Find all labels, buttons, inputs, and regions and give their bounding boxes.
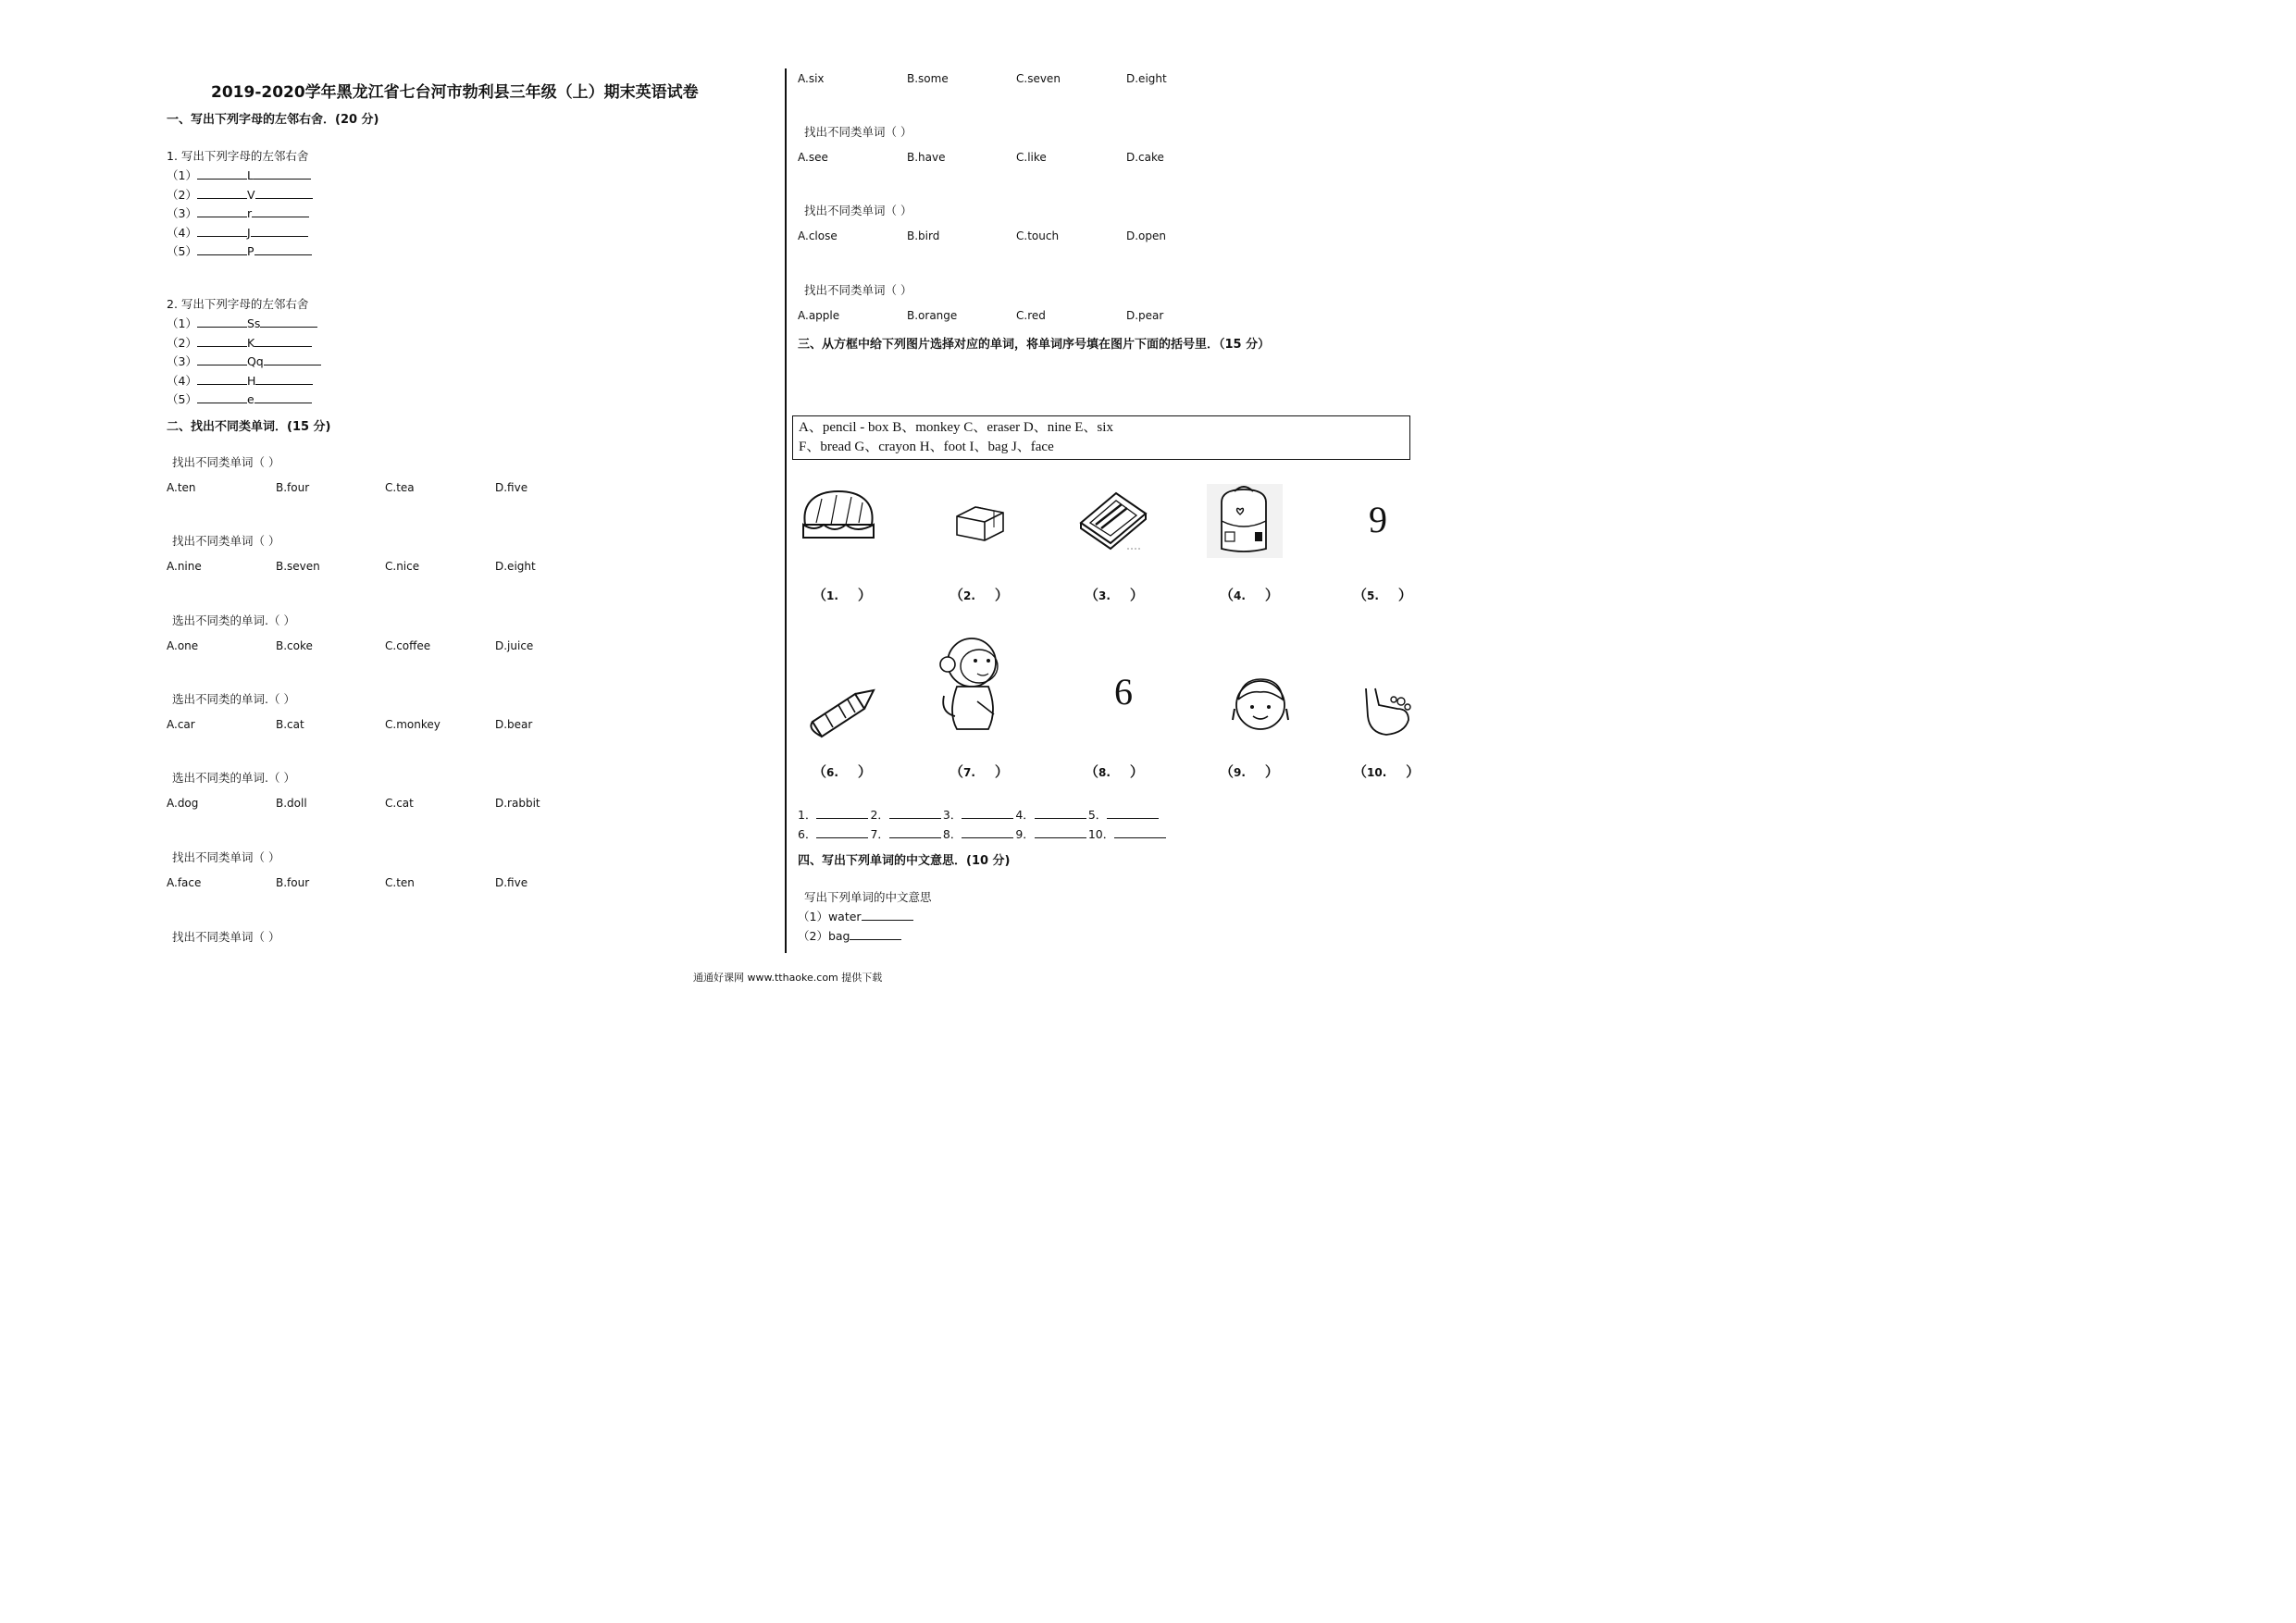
bracket-open: （ [813, 587, 827, 603]
item-number: （2） [167, 187, 197, 202]
item-number: （5） [167, 392, 197, 406]
option-d[interactable]: D.juice [495, 638, 534, 652]
letter-neighbor-row [167, 242, 312, 259]
question-stem: 找出不同类单词（ ） [172, 930, 280, 944]
option-b[interactable]: B.have [907, 151, 946, 164]
question-stem: 找出不同类单词（ ） [172, 849, 280, 864]
option-b[interactable]: B.coke [276, 638, 313, 652]
picture-number: 1. [826, 589, 838, 602]
bracket-close: ） [1245, 587, 1279, 603]
answer-blank[interactable] [962, 827, 1013, 838]
option-a[interactable]: A.apple [798, 308, 840, 322]
picture-number: 7. [963, 766, 975, 779]
option-b[interactable]: B.seven [276, 560, 320, 574]
answer-blank[interactable] [254, 392, 312, 403]
letter: r [246, 206, 253, 220]
bread-icon [800, 488, 877, 545]
letter: P [246, 244, 254, 258]
word-box [792, 415, 1410, 460]
answer-blank[interactable] [197, 206, 247, 217]
answer-blank[interactable] [850, 929, 901, 940]
crayon-icon [805, 685, 877, 738]
answer-number: 3． [942, 808, 962, 822]
option-a[interactable]: A.close [798, 229, 838, 243]
item-number: （3） [167, 206, 197, 220]
sec4-stem: 写出下列单词的中文意思 [804, 890, 932, 904]
option-a[interactable]: A.six [798, 72, 825, 85]
letter-neighbor-row [167, 372, 313, 389]
option-d[interactable]: D.eight [495, 560, 536, 574]
column-divider [785, 68, 787, 953]
letter: H [246, 373, 256, 388]
word-box-line-1: A、pencil - box B、monkey C、eraser D、nine E、six [799, 420, 1113, 435]
item-number: （4） [167, 373, 197, 388]
bracket-close: ） [1386, 763, 1421, 780]
sec4-item: （1）water [798, 908, 913, 924]
question-stem: 找出不同类单词（ ） [804, 204, 912, 218]
letter: J [246, 225, 251, 240]
question-stem: 找出不同类单词（ ） [172, 534, 280, 549]
bracket-close: ） [974, 763, 1009, 780]
answer-blank[interactable] [252, 206, 309, 217]
option-a[interactable]: A.one [167, 638, 199, 652]
answer-blank[interactable] [962, 808, 1013, 819]
option-c[interactable]: C.cat [385, 797, 414, 811]
sec4-item: （2）bag [798, 927, 901, 944]
picture-number: 9. [1234, 766, 1246, 779]
picture-number: 10. [1367, 766, 1387, 779]
answer-blank[interactable] [197, 354, 247, 365]
question-stem: 选出不同类的单词.（ ） [172, 771, 295, 786]
picture-answer-bracket[interactable] [1085, 762, 1144, 781]
letter: K [246, 335, 255, 350]
picture-answer-bracket[interactable] [949, 762, 1009, 781]
item-number: （2） [167, 335, 197, 350]
answer-blank[interactable] [197, 336, 247, 347]
answer-blank[interactable] [1035, 827, 1086, 838]
answer-blank[interactable] [255, 374, 313, 385]
answer-blank[interactable] [197, 392, 247, 403]
letter: L [246, 168, 254, 182]
letter-neighbor-row [167, 315, 317, 331]
option-d[interactable]: D.rabbit [495, 797, 540, 811]
option-c[interactable]: C.monkey [385, 717, 441, 731]
pencil-box-icon [1075, 488, 1149, 552]
picture-answer-bracket[interactable] [1353, 762, 1420, 781]
item-number: （1） [167, 168, 197, 182]
letter: Ss [246, 316, 261, 330]
option-b[interactable]: B.orange [907, 308, 958, 322]
answer-row [798, 825, 1168, 842]
answer-blank[interactable] [255, 188, 313, 199]
answer-number: 2． [870, 808, 889, 822]
answer-number: 10． [1087, 827, 1115, 841]
letter-neighbor-row [167, 353, 321, 369]
letter: V [246, 187, 255, 202]
bracket-open: （ [1353, 763, 1368, 780]
bracket-close: ） [838, 763, 872, 780]
answer-blank[interactable] [197, 244, 247, 255]
bracket-close: ） [1245, 763, 1279, 780]
monkey-icon [937, 635, 1011, 738]
option-b[interactable]: B.doll [276, 797, 307, 811]
picture-answer-bracket[interactable] [949, 585, 1009, 604]
option-c[interactable]: C.touch [1016, 229, 1060, 243]
option-b[interactable]: B.some [907, 72, 949, 85]
answer-blank[interactable] [197, 226, 247, 237]
bracket-open: （ [1220, 763, 1235, 780]
item-number: （5） [167, 244, 197, 258]
option-a[interactable]: A.see [798, 151, 828, 164]
answer-blank[interactable] [816, 827, 868, 838]
option-a[interactable]: A.face [167, 875, 202, 889]
option-b[interactable]: B.four [276, 481, 310, 494]
word-box-line-2: F、bread G、crayon H、foot I、bag J、face [799, 440, 1054, 454]
answer-blank[interactable] [254, 168, 311, 180]
answer-row [798, 806, 1160, 823]
option-c[interactable]: C.seven [1016, 72, 1061, 85]
item-number: （3） [167, 354, 197, 368]
option-a[interactable]: A.dog [167, 797, 199, 811]
bracket-close: ） [1378, 587, 1412, 603]
picture-number: 5. [1367, 589, 1379, 602]
option-a[interactable]: A.nine [167, 560, 202, 574]
question-stem: 选出不同类的单词.（ ） [172, 691, 295, 706]
section-2-heading: 二、找出不同类单词．(15 分) [167, 420, 331, 434]
picture-number: 4. [1234, 589, 1246, 602]
option-d[interactable]: D.eight [1126, 72, 1167, 85]
section-4-heading: 四、写出下列单词的中文意思．(10 分) [798, 854, 1011, 868]
picture-answer-bracket[interactable] [813, 762, 872, 781]
picture-number: 2. [963, 589, 975, 602]
item-number: （1） [167, 316, 197, 330]
answer-blank[interactable] [816, 808, 868, 819]
question-stem: 选出不同类的单词.（ ） [172, 613, 295, 627]
bracket-open: （ [949, 587, 964, 603]
option-c[interactable]: C.tea [385, 481, 415, 494]
option-d[interactable]: D.cake [1126, 151, 1164, 164]
picture-answer-bracket[interactable] [1085, 585, 1144, 604]
foot-icon [1355, 685, 1414, 740]
face-icon [1229, 672, 1292, 735]
bag-icon [1207, 484, 1283, 558]
answer-blank[interactable] [197, 168, 247, 180]
answer-blank[interactable] [889, 808, 941, 819]
bracket-open: （ [1085, 587, 1099, 603]
option-c[interactable]: C.ten [385, 875, 415, 889]
footer-credit: 通通好课网 www.tthaoke.com 提供下载 [693, 972, 883, 984]
letter-neighbor-row [167, 204, 309, 221]
answer-number: 5． [1087, 808, 1108, 822]
letter: Qq [246, 354, 264, 368]
picture-answer-bracket[interactable] [1220, 585, 1279, 604]
answer-blank[interactable] [1035, 808, 1086, 819]
answer-blank[interactable] [251, 226, 308, 237]
section-3-heading: 三、从方框中给下列图片选择对应的单词，将单词序号填在图片下面的括号里．（15 分） [798, 338, 1271, 352]
bracket-open: （ [813, 763, 827, 780]
nine-digit: 9 [1369, 499, 1387, 540]
answer-number: 9． [1015, 827, 1035, 841]
bracket-close: ） [838, 587, 872, 603]
answer-number: 7． [870, 827, 889, 841]
eraser-icon [953, 500, 1007, 544]
bracket-open: （ [1220, 587, 1235, 603]
option-d[interactable]: D.five [495, 481, 528, 494]
bracket-close: ） [974, 587, 1009, 603]
answer-blank[interactable] [197, 374, 247, 385]
option-d[interactable]: D.pear [1126, 308, 1164, 322]
option-c[interactable]: C.coffee [385, 638, 431, 652]
letter-neighbor-row [167, 186, 313, 203]
page-title: 2019-2020学年黑龙江省七台河市勃利县三年级（上）期末英语试卷 [211, 83, 699, 102]
answer-number: 6． [798, 827, 817, 841]
picture-answer-bracket[interactable] [813, 585, 872, 604]
sec1-q2-stem: 2. 写出下列字母的左邻右舍 [167, 297, 309, 311]
question-stem: 找出不同类单词（ ） [804, 125, 912, 139]
answer-blank[interactable] [260, 316, 317, 328]
option-c[interactable]: C.nice [385, 560, 420, 574]
picture-number: 3. [1098, 589, 1111, 602]
picture-answer-bracket[interactable] [1220, 762, 1279, 781]
option-b[interactable]: B.bird [907, 229, 940, 243]
six-digit: 6 [1114, 671, 1133, 712]
answer-blank[interactable] [264, 354, 321, 365]
option-c[interactable]: C.red [1016, 308, 1046, 322]
bracket-open: （ [949, 763, 964, 780]
letter-neighbor-row [167, 334, 312, 351]
answer-blank[interactable] [197, 188, 247, 199]
sec1-q1-stem: 1. 写出下列字母的左邻右舍 [167, 149, 309, 163]
letter-neighbor-row [167, 167, 311, 183]
answer-blank[interactable] [1107, 808, 1159, 819]
item-number: （4） [167, 225, 197, 240]
bracket-open: （ [1353, 587, 1368, 603]
letter: e [246, 392, 254, 406]
answer-blank[interactable] [254, 336, 312, 347]
answer-blank[interactable] [889, 827, 941, 838]
option-d[interactable]: D.open [1126, 229, 1167, 243]
bracket-close: ） [1110, 763, 1144, 780]
letter-neighbor-row [167, 390, 312, 407]
option-c[interactable]: C.like [1016, 151, 1047, 164]
question-stem: 找出不同类单词（ ） [804, 282, 912, 297]
answer-blank[interactable] [197, 316, 247, 328]
picture-number: 8. [1098, 766, 1111, 779]
answer-blank[interactable] [1114, 827, 1166, 838]
answer-number: 4． [1015, 808, 1035, 822]
letter-neighbor-row [167, 224, 308, 241]
bracket-open: （ [1085, 763, 1099, 780]
answer-blank[interactable] [862, 910, 913, 921]
option-a[interactable]: A.car [167, 717, 195, 731]
option-d[interactable]: D.bear [495, 717, 533, 731]
question-stem: 找出不同类单词（ ） [172, 455, 280, 469]
answer-number: 1． [798, 808, 817, 822]
answer-blank[interactable] [254, 244, 312, 255]
section-1-heading: 一、写出下列字母的左邻右舍．(20 分) [167, 113, 379, 127]
bracket-close: ） [1110, 587, 1144, 603]
option-b[interactable]: B.cat [276, 717, 304, 731]
option-a[interactable]: A.ten [167, 481, 196, 494]
picture-number: 6. [826, 766, 838, 779]
picture-answer-bracket[interactable] [1353, 585, 1412, 604]
option-d[interactable]: D.five [495, 875, 528, 889]
option-b[interactable]: B.four [276, 875, 310, 889]
answer-number: 8． [942, 827, 962, 841]
